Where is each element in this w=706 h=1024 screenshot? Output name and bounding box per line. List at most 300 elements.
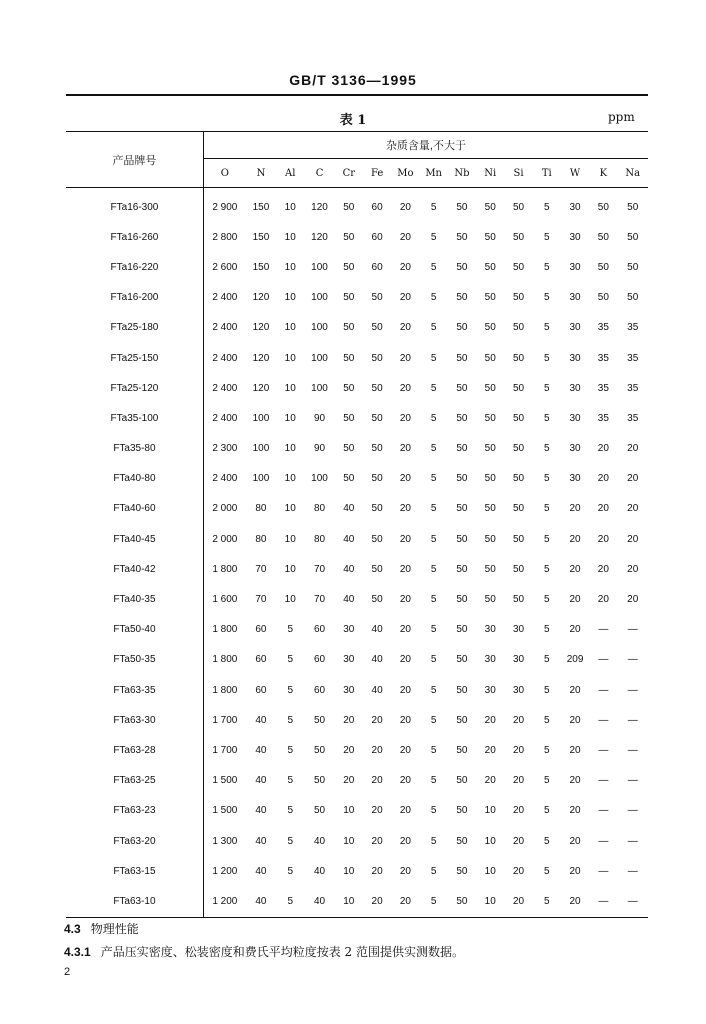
value-cell-o: 1 200 bbox=[212, 895, 238, 907]
value-cell-k: 35 bbox=[597, 412, 609, 424]
value-cell-w: 20 bbox=[569, 895, 581, 907]
table-row bbox=[66, 222, 648, 252]
value-cell-cr: 20 bbox=[343, 775, 355, 787]
value-cell-k: 50 bbox=[597, 261, 609, 273]
grade-cell: FTa63-28 bbox=[66, 735, 203, 765]
value-cell-si: 30 bbox=[512, 654, 525, 666]
value-cell-ni: 50 bbox=[484, 533, 496, 545]
value-cell-mo: 20 bbox=[399, 744, 411, 756]
value-cell-si: 50 bbox=[512, 594, 525, 606]
value-cell-c: 70 bbox=[313, 594, 326, 606]
value-cell-fe: 20 bbox=[371, 805, 383, 817]
value-cell-n: 70 bbox=[255, 594, 267, 606]
value-cell-w: 30 bbox=[569, 352, 581, 364]
value-cell-fe: 50 bbox=[371, 503, 383, 515]
value-cell-fe: 50 bbox=[371, 533, 383, 545]
value-cell-o: 2 300 bbox=[212, 443, 238, 455]
value-cell-al: 5 bbox=[287, 654, 294, 666]
value-cell-al: 10 bbox=[284, 292, 296, 304]
value-cell-mo: 20 bbox=[399, 352, 411, 364]
value-cell-mn: 5 bbox=[430, 382, 437, 394]
impurity-table bbox=[66, 132, 648, 918]
value-cell-o: 2 900 bbox=[212, 201, 238, 213]
value-cell-na: 35 bbox=[627, 382, 639, 394]
table-row bbox=[66, 252, 648, 282]
value-cell-mn: 5 bbox=[430, 624, 437, 636]
value-cell-c: 50 bbox=[313, 714, 326, 726]
value-cell-ni: 30 bbox=[484, 684, 496, 696]
value-cell-na: 20 bbox=[627, 443, 639, 455]
value-cell-na: — bbox=[627, 654, 638, 666]
value-cell-c: 70 bbox=[313, 563, 326, 575]
value-cell-o: 2 400 bbox=[212, 382, 238, 394]
value-cell-nb: 50 bbox=[456, 775, 468, 787]
value-cell-ti: 5 bbox=[544, 533, 550, 545]
value-cell-c: 50 bbox=[313, 775, 326, 787]
value-cell-fe: 20 bbox=[371, 895, 383, 907]
value-cell-fe: 50 bbox=[371, 292, 383, 304]
value-cell-c: 120 bbox=[311, 231, 328, 243]
value-cell-na: 50 bbox=[627, 201, 639, 213]
value-cell-si: 20 bbox=[512, 714, 525, 726]
value-cell-si: 50 bbox=[512, 261, 525, 273]
value-cell-c: 80 bbox=[313, 503, 326, 515]
value-cell-ti: 5 bbox=[544, 443, 550, 455]
table-row bbox=[66, 464, 648, 494]
value-cell-cr: 50 bbox=[343, 201, 355, 213]
value-cell-o: 2 000 bbox=[212, 533, 238, 545]
value-cell-k: 50 bbox=[597, 231, 609, 243]
value-cell-n: 60 bbox=[255, 654, 267, 666]
value-cell-k: 50 bbox=[597, 201, 609, 213]
value-cell-na: 50 bbox=[627, 261, 639, 273]
value-cell-mo: 20 bbox=[399, 443, 411, 455]
value-cell-nb: 50 bbox=[456, 261, 468, 273]
value-cell-o: 2 400 bbox=[212, 322, 238, 334]
value-cell-al: 5 bbox=[287, 684, 294, 696]
header-rule bbox=[66, 94, 648, 96]
table-row bbox=[66, 188, 648, 223]
element-header-k: K bbox=[599, 167, 608, 179]
value-cell-si: 50 bbox=[512, 503, 525, 515]
value-cell-si: 20 bbox=[512, 835, 525, 847]
value-cell-al: 10 bbox=[284, 231, 296, 243]
value-cell-cr: 40 bbox=[343, 533, 355, 545]
value-cell-k: — bbox=[598, 895, 609, 907]
table-row bbox=[66, 494, 648, 524]
value-cell-al: 10 bbox=[284, 261, 296, 273]
value-cell-al: 5 bbox=[287, 865, 294, 877]
value-cell-o: 1 800 bbox=[212, 624, 238, 636]
value-cell-k: — bbox=[598, 835, 609, 847]
value-cell-w: 20 bbox=[569, 714, 581, 726]
value-cell-w: 20 bbox=[569, 503, 581, 515]
grade-cell: FTa16-220 bbox=[66, 252, 203, 282]
value-cell-mn: 5 bbox=[430, 412, 437, 424]
value-cell-k: — bbox=[598, 744, 609, 756]
value-cell-fe: 60 bbox=[371, 261, 383, 273]
value-cell-na: — bbox=[627, 624, 638, 636]
value-cell-al: 10 bbox=[284, 352, 296, 364]
value-cell-mn: 5 bbox=[430, 714, 437, 726]
value-cell-c: 100 bbox=[311, 382, 328, 394]
value-cell-o: 2 800 bbox=[212, 231, 238, 243]
value-cell-al: 5 bbox=[287, 775, 294, 787]
value-cell-cr: 50 bbox=[343, 473, 355, 485]
value-cell-ti: 5 bbox=[544, 412, 550, 424]
value-cell-k: 35 bbox=[597, 322, 609, 334]
grade-cell: FTa35-100 bbox=[66, 403, 203, 433]
value-cell-ni: 30 bbox=[484, 624, 496, 636]
value-cell-ni: 20 bbox=[484, 714, 496, 726]
value-cell-k: 35 bbox=[597, 352, 609, 364]
element-header-c: C bbox=[315, 167, 324, 179]
table-row bbox=[66, 886, 648, 917]
value-cell-fe: 20 bbox=[371, 744, 383, 756]
value-cell-o: 1 300 bbox=[212, 835, 238, 847]
value-cell-w: 20 bbox=[569, 865, 581, 877]
value-cell-na: 35 bbox=[627, 412, 639, 424]
grade-cell: FTa50-40 bbox=[66, 615, 203, 645]
value-cell-fe: 50 bbox=[371, 473, 383, 485]
value-cell-ti: 5 bbox=[544, 775, 550, 787]
value-cell-fe: 50 bbox=[371, 594, 383, 606]
value-cell-mo: 20 bbox=[399, 322, 411, 334]
value-cell-ti: 5 bbox=[544, 292, 550, 304]
table-row bbox=[66, 554, 648, 584]
value-cell-al: 5 bbox=[287, 714, 294, 726]
value-cell-mn: 5 bbox=[430, 865, 437, 877]
value-cell-ti: 5 bbox=[544, 563, 550, 575]
value-cell-nb: 50 bbox=[456, 684, 468, 696]
value-cell-mn: 5 bbox=[430, 352, 437, 364]
table-row bbox=[66, 856, 648, 886]
value-cell-k: — bbox=[598, 714, 609, 726]
value-cell-mn: 5 bbox=[430, 322, 437, 334]
value-cell-al: 10 bbox=[284, 563, 296, 575]
value-cell-k: — bbox=[598, 684, 609, 696]
value-cell-mo: 20 bbox=[399, 594, 411, 606]
grade-cell: FTa40-60 bbox=[66, 494, 203, 524]
value-cell-k: 20 bbox=[597, 503, 609, 515]
value-cell-cr: 10 bbox=[343, 895, 355, 907]
value-cell-mo: 20 bbox=[399, 835, 411, 847]
value-cell-w: 20 bbox=[569, 563, 581, 575]
value-cell-si: 50 bbox=[512, 412, 525, 424]
value-cell-ti: 5 bbox=[544, 261, 550, 273]
value-cell-ti: 5 bbox=[544, 473, 550, 485]
element-header-cr: Cr bbox=[342, 167, 356, 179]
value-cell-na: — bbox=[627, 775, 638, 787]
value-cell-mo: 20 bbox=[399, 503, 411, 515]
value-cell-fe: 50 bbox=[371, 443, 383, 455]
element-header-ni: Ni bbox=[484, 167, 497, 179]
value-cell-c: 90 bbox=[313, 412, 326, 424]
value-cell-ti: 5 bbox=[544, 654, 550, 666]
element-header-mo: Mo bbox=[397, 167, 414, 179]
value-cell-nb: 50 bbox=[456, 563, 468, 575]
page-number: 2 bbox=[64, 966, 71, 978]
value-cell-ti: 5 bbox=[544, 835, 550, 847]
value-cell-o: 1 200 bbox=[212, 865, 238, 877]
value-cell-n: 60 bbox=[255, 684, 267, 696]
value-cell-n: 100 bbox=[252, 473, 270, 485]
value-cell-mn: 5 bbox=[430, 533, 437, 545]
value-cell-cr: 50 bbox=[343, 412, 355, 424]
value-cell-w: 20 bbox=[569, 533, 581, 545]
value-cell-cr: 50 bbox=[343, 261, 355, 273]
value-cell-si: 30 bbox=[512, 684, 525, 696]
value-cell-o: 2 400 bbox=[212, 292, 238, 304]
value-cell-al: 5 bbox=[287, 744, 294, 756]
value-cell-cr: 10 bbox=[343, 865, 355, 877]
table-row bbox=[66, 826, 648, 856]
value-cell-ni: 10 bbox=[484, 865, 496, 877]
value-cell-c: 90 bbox=[313, 443, 326, 455]
value-cell-k: 20 bbox=[597, 594, 609, 606]
value-cell-mn: 5 bbox=[430, 895, 437, 907]
value-cell-w: 20 bbox=[569, 594, 581, 606]
value-cell-al: 10 bbox=[284, 473, 296, 485]
grade-cell: FTa63-10 bbox=[66, 886, 203, 917]
value-cell-al: 10 bbox=[284, 412, 296, 424]
table-title: 表 1 bbox=[339, 113, 367, 128]
value-cell-nb: 50 bbox=[456, 533, 468, 545]
value-cell-c: 80 bbox=[313, 533, 326, 545]
value-cell-w: 20 bbox=[569, 775, 581, 787]
grade-cell: FTa25-180 bbox=[66, 313, 203, 343]
value-cell-mo: 20 bbox=[399, 684, 411, 696]
value-cell-ti: 5 bbox=[544, 684, 550, 696]
table-row bbox=[66, 373, 648, 403]
value-cell-n: 100 bbox=[252, 412, 270, 424]
value-cell-si: 50 bbox=[512, 473, 525, 485]
value-cell-o: 1 800 bbox=[212, 563, 238, 575]
value-cell-n: 40 bbox=[255, 895, 267, 907]
value-cell-w: 30 bbox=[569, 292, 581, 304]
value-cell-mo: 20 bbox=[399, 775, 411, 787]
value-cell-mo: 20 bbox=[399, 624, 411, 636]
value-cell-ni: 20 bbox=[484, 744, 496, 756]
value-cell-na: — bbox=[627, 865, 638, 877]
value-cell-si: 50 bbox=[512, 563, 525, 575]
value-cell-na: 50 bbox=[627, 231, 639, 243]
value-cell-n: 80 bbox=[255, 533, 267, 545]
value-cell-mn: 5 bbox=[430, 684, 437, 696]
value-cell-ni: 50 bbox=[484, 473, 496, 485]
value-cell-k: 50 bbox=[597, 292, 609, 304]
table-unit: ppm bbox=[608, 110, 635, 124]
value-cell-fe: 60 bbox=[371, 231, 383, 243]
grade-cell: FTa40-35 bbox=[66, 584, 203, 614]
value-cell-cr: 30 bbox=[343, 684, 355, 696]
value-cell-al: 10 bbox=[284, 382, 296, 394]
value-cell-mn: 5 bbox=[430, 443, 437, 455]
value-cell-na: — bbox=[627, 684, 638, 696]
value-cell-o: 1 800 bbox=[212, 654, 238, 666]
value-cell-si: 20 bbox=[512, 775, 525, 787]
grade-cell: FTa40-42 bbox=[66, 554, 203, 584]
value-cell-mo: 20 bbox=[399, 382, 411, 394]
table-row bbox=[66, 524, 648, 554]
value-cell-nb: 50 bbox=[456, 865, 468, 877]
value-cell-c: 60 bbox=[313, 624, 326, 636]
value-cell-o: 1 700 bbox=[212, 714, 238, 726]
value-cell-k: — bbox=[598, 865, 609, 877]
value-cell-ni: 20 bbox=[484, 775, 496, 787]
value-cell-c: 50 bbox=[313, 805, 326, 817]
grade-cell: FTa25-120 bbox=[66, 373, 203, 403]
value-cell-w: 30 bbox=[569, 322, 581, 334]
value-cell-al: 10 bbox=[284, 503, 296, 515]
value-cell-mn: 5 bbox=[430, 292, 437, 304]
value-cell-c: 60 bbox=[313, 684, 326, 696]
section-4-3 bbox=[64, 920, 139, 937]
value-cell-w: 20 bbox=[569, 835, 581, 847]
value-cell-n: 80 bbox=[255, 503, 267, 515]
value-cell-n: 40 bbox=[255, 775, 267, 787]
standard-code-header: GB/T 3136—1995 bbox=[289, 72, 417, 88]
value-cell-mo: 20 bbox=[399, 231, 411, 243]
value-cell-mo: 20 bbox=[399, 654, 411, 666]
value-cell-al: 5 bbox=[287, 805, 294, 817]
value-cell-mo: 20 bbox=[399, 201, 411, 213]
value-cell-w: 30 bbox=[569, 382, 581, 394]
value-cell-w: 20 bbox=[569, 805, 581, 817]
value-cell-si: 20 bbox=[512, 895, 525, 907]
grade-cell: FTa35-80 bbox=[66, 434, 203, 464]
value-cell-na: 35 bbox=[627, 322, 639, 334]
grade-cell: FTa16-300 bbox=[66, 188, 203, 223]
element-header-ti: Ti bbox=[541, 167, 552, 179]
value-cell-ni: 50 bbox=[484, 322, 496, 334]
value-cell-na: — bbox=[627, 714, 638, 726]
value-cell-mo: 20 bbox=[399, 412, 411, 424]
element-header-mn: Mn bbox=[425, 167, 442, 179]
value-cell-o: 1 500 bbox=[212, 805, 238, 817]
value-cell-ni: 50 bbox=[484, 503, 496, 515]
value-cell-n: 40 bbox=[255, 805, 267, 817]
value-cell-nb: 50 bbox=[456, 382, 468, 394]
grade-cell: FTa50-35 bbox=[66, 645, 203, 675]
value-cell-n: 40 bbox=[255, 714, 267, 726]
value-cell-cr: 40 bbox=[343, 563, 355, 575]
value-cell-k: — bbox=[598, 805, 609, 817]
value-cell-ti: 5 bbox=[544, 382, 550, 394]
value-cell-ti: 5 bbox=[544, 201, 550, 213]
value-cell-fe: 50 bbox=[371, 352, 383, 364]
value-cell-mn: 5 bbox=[430, 473, 437, 485]
grade-cell: FTa63-20 bbox=[66, 826, 203, 856]
value-cell-ni: 50 bbox=[484, 201, 496, 213]
value-cell-nb: 50 bbox=[456, 231, 468, 243]
value-cell-si: 50 bbox=[512, 382, 525, 394]
value-cell-mn: 5 bbox=[430, 261, 437, 273]
value-cell-ni: 50 bbox=[484, 352, 496, 364]
value-cell-o: 2 400 bbox=[212, 352, 238, 364]
value-cell-cr: 30 bbox=[343, 624, 355, 636]
value-cell-na: 20 bbox=[627, 503, 639, 515]
value-cell-nb: 50 bbox=[456, 835, 468, 847]
element-header-al: Al bbox=[285, 167, 296, 179]
value-cell-n: 120 bbox=[252, 382, 270, 394]
value-cell-w: 20 bbox=[569, 744, 581, 756]
value-cell-ti: 5 bbox=[544, 231, 550, 243]
value-cell-na: 20 bbox=[627, 533, 639, 545]
value-cell-si: 50 bbox=[512, 533, 525, 545]
value-cell-k: 20 bbox=[597, 473, 609, 485]
value-cell-na: 20 bbox=[627, 594, 639, 606]
table-row bbox=[66, 615, 648, 645]
value-cell-si: 20 bbox=[512, 744, 525, 756]
element-header-fe: Fe bbox=[370, 167, 384, 179]
grade-cell: FTa63-30 bbox=[66, 705, 203, 735]
value-cell-ti: 5 bbox=[544, 594, 550, 606]
table-row bbox=[66, 343, 648, 373]
value-cell-mn: 5 bbox=[430, 201, 437, 213]
value-cell-ni: 50 bbox=[484, 261, 496, 273]
table-row bbox=[66, 735, 648, 765]
value-cell-o: 2 400 bbox=[212, 473, 238, 485]
value-cell-al: 10 bbox=[284, 443, 296, 455]
value-cell-n: 120 bbox=[252, 322, 270, 334]
value-cell-nb: 50 bbox=[456, 624, 468, 636]
value-cell-w: 30 bbox=[569, 201, 581, 213]
value-cell-si: 30 bbox=[512, 624, 525, 636]
value-cell-al: 5 bbox=[287, 895, 294, 907]
table-row bbox=[66, 283, 648, 313]
value-cell-nb: 50 bbox=[456, 322, 468, 334]
table-row bbox=[66, 313, 648, 343]
value-cell-na: — bbox=[627, 835, 638, 847]
value-cell-n: 40 bbox=[255, 835, 267, 847]
grade-cell: FTa63-23 bbox=[66, 796, 203, 826]
value-cell-nb: 50 bbox=[456, 201, 468, 213]
value-cell-nb: 50 bbox=[456, 805, 468, 817]
value-cell-mo: 20 bbox=[399, 865, 411, 877]
value-cell-mn: 5 bbox=[430, 805, 437, 817]
value-cell-al: 5 bbox=[287, 624, 294, 636]
value-cell-si: 50 bbox=[512, 443, 525, 455]
value-cell-mo: 20 bbox=[399, 805, 411, 817]
value-cell-fe: 50 bbox=[371, 322, 383, 334]
value-cell-c: 100 bbox=[311, 473, 328, 485]
grade-column-header: 产品牌号 bbox=[66, 132, 203, 188]
value-cell-k: 20 bbox=[597, 443, 609, 455]
value-cell-mn: 5 bbox=[430, 503, 437, 515]
value-cell-c: 40 bbox=[313, 835, 326, 847]
table-row bbox=[66, 675, 648, 705]
value-cell-k: — bbox=[598, 775, 609, 787]
value-cell-n: 70 bbox=[255, 563, 267, 575]
value-cell-k: — bbox=[598, 624, 609, 636]
value-cell-n: 150 bbox=[252, 261, 270, 273]
value-cell-ni: 50 bbox=[484, 382, 496, 394]
element-header-n: N bbox=[256, 167, 266, 179]
element-header-w: W bbox=[569, 167, 581, 179]
value-cell-nb: 50 bbox=[456, 443, 468, 455]
value-cell-nb: 50 bbox=[456, 412, 468, 424]
value-cell-mn: 5 bbox=[430, 835, 437, 847]
value-cell-n: 120 bbox=[252, 292, 270, 304]
value-cell-cr: 40 bbox=[343, 503, 355, 515]
value-cell-w: 30 bbox=[569, 261, 581, 273]
value-cell-cr: 10 bbox=[343, 835, 355, 847]
table-row bbox=[66, 434, 648, 464]
value-cell-k: 20 bbox=[597, 563, 609, 575]
table-row bbox=[66, 584, 648, 614]
value-cell-ti: 5 bbox=[544, 352, 550, 364]
